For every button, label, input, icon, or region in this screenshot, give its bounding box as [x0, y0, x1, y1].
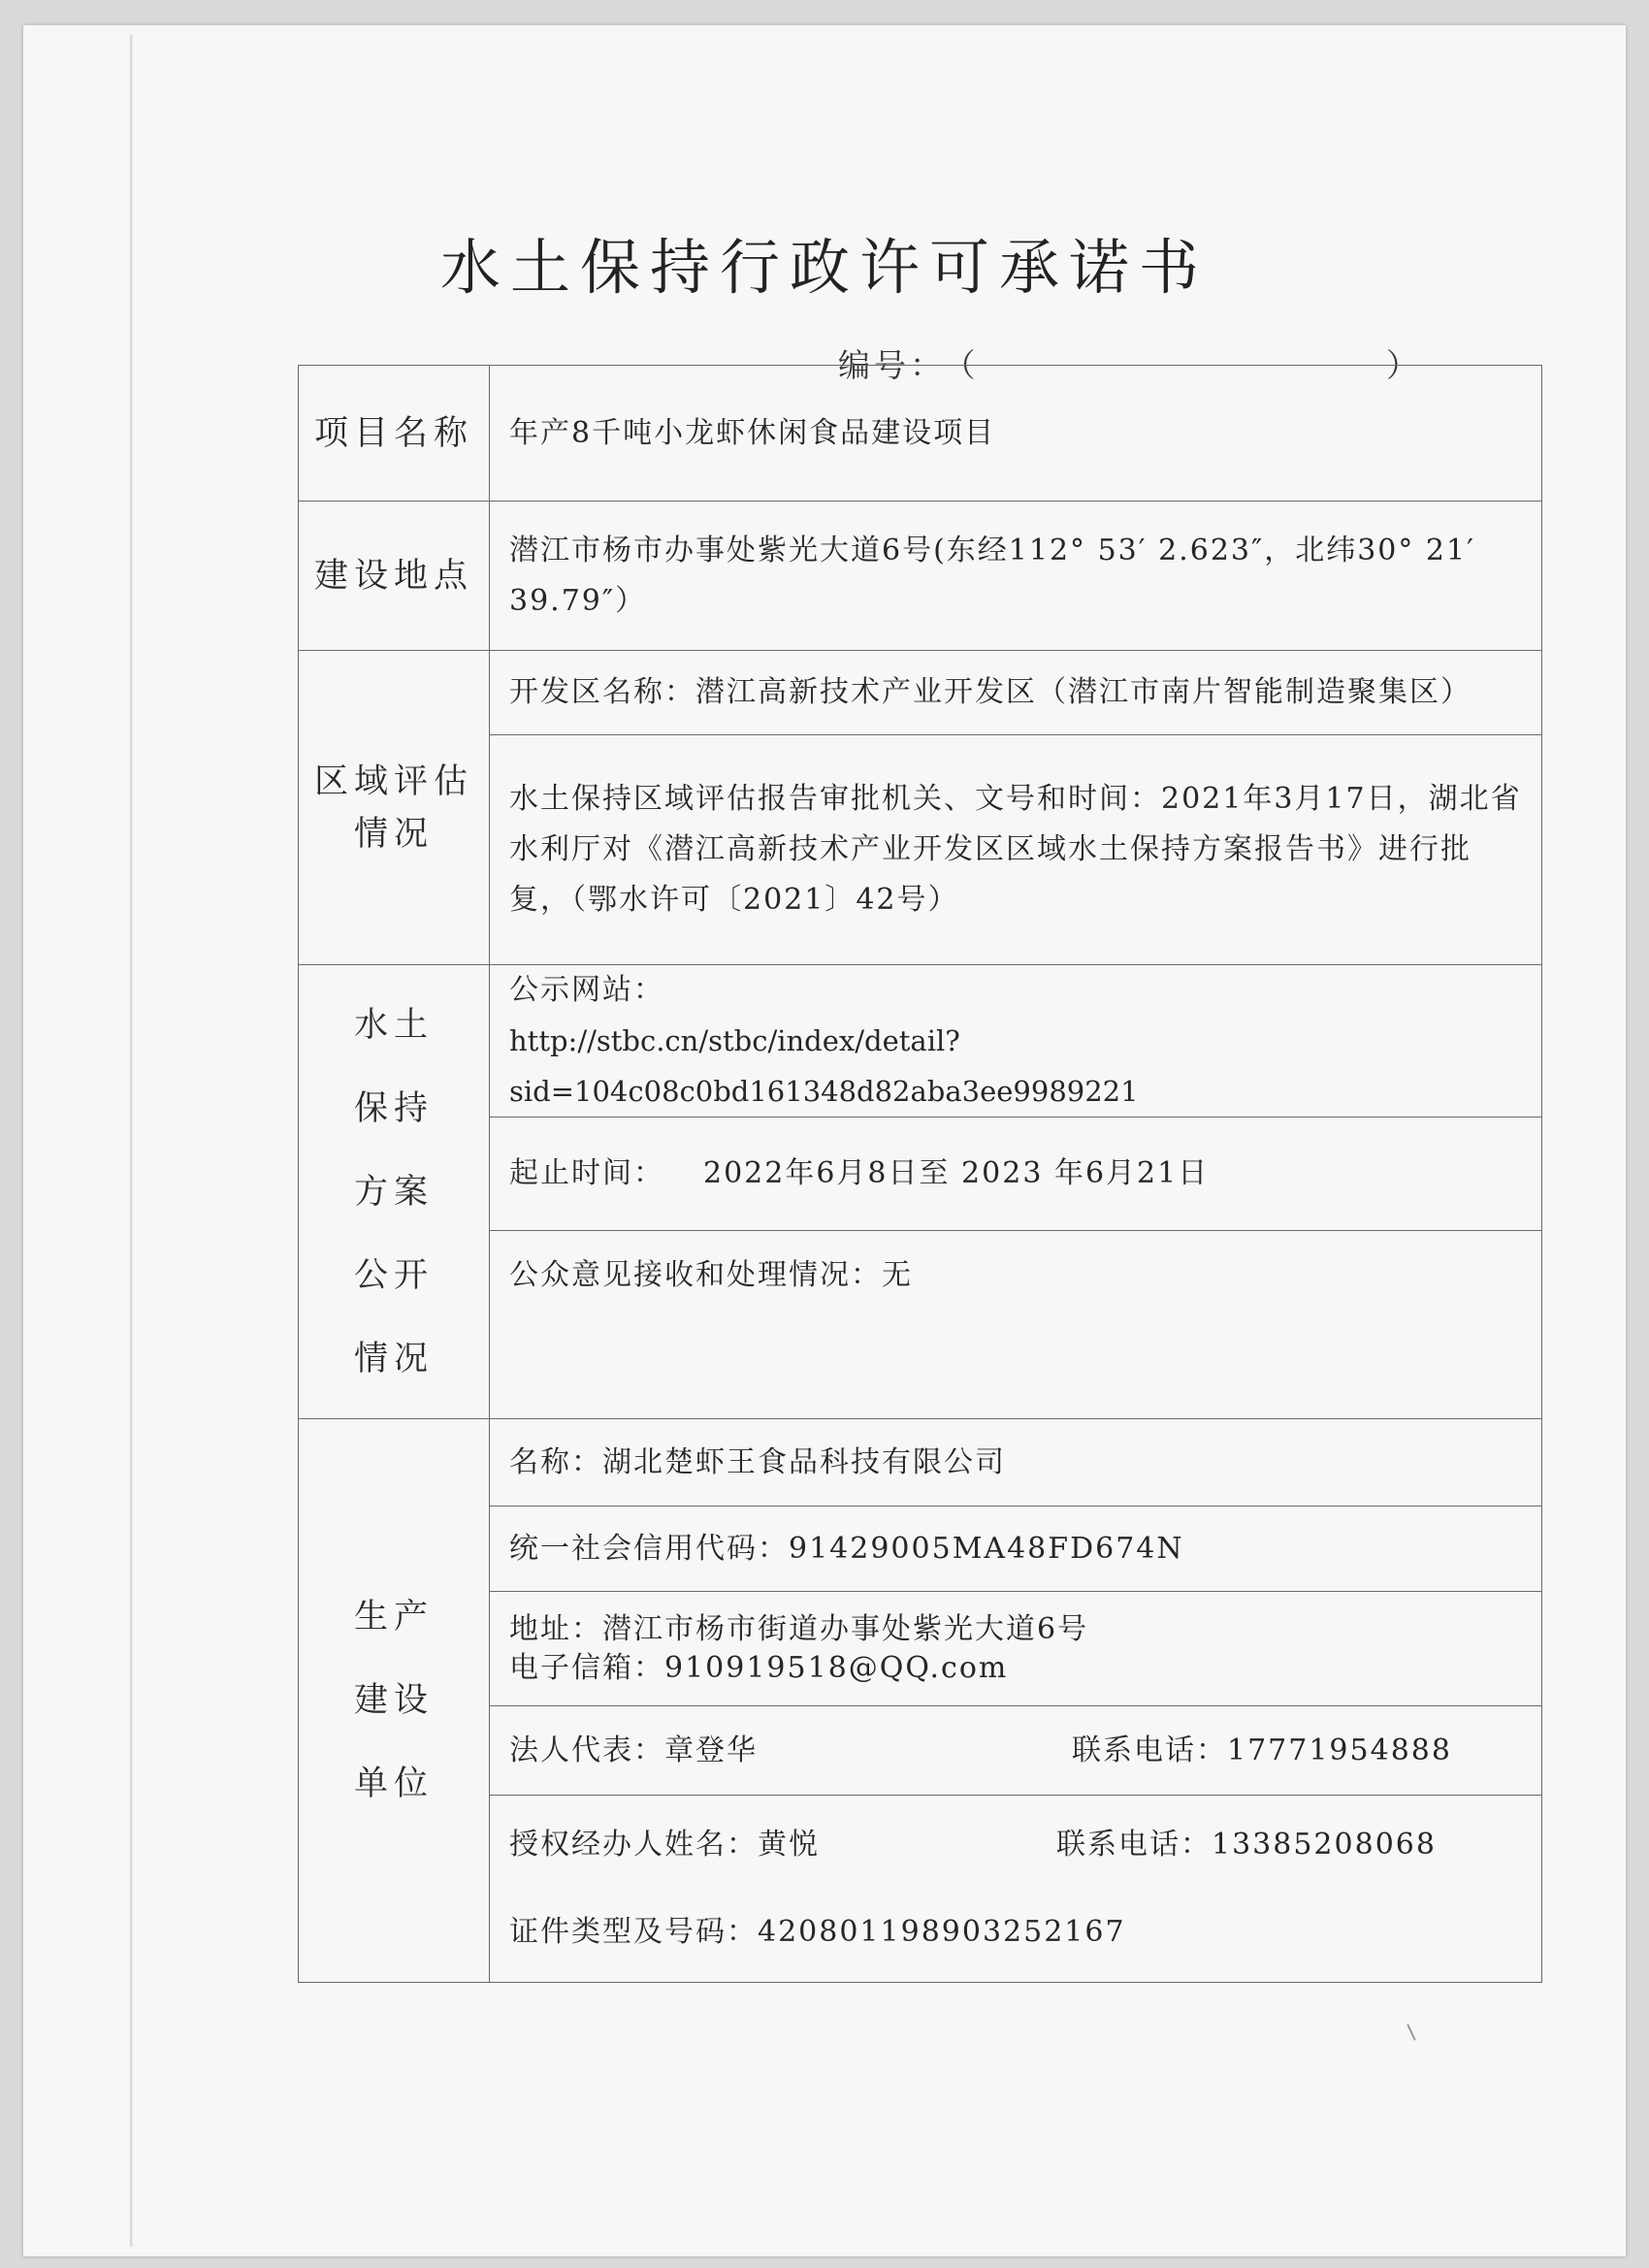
period-value: 2022年6月8日至 2023 年6月21日 [703, 1156, 1210, 1190]
row-region-zone [299, 651, 1542, 735]
value-disclosure-feedback: 公众意见接收和处理情况：无 [490, 1231, 1542, 1419]
agent-phone: 联系电话：13385208068 [1056, 1828, 1437, 1862]
document-page [23, 25, 1626, 2256]
value-unit-credit: 统一社会信用代码：91429005MA48FD674N [490, 1507, 1542, 1592]
permit-form-table [298, 365, 1542, 1983]
value-disclosure-site [490, 965, 1542, 1118]
row-disclosure-site [299, 965, 1542, 1118]
value-unit-name: 名称：湖北楚虾王食品科技有限公司 [490, 1419, 1542, 1507]
label-disclosure: 水土保持方案公开情况 [299, 965, 490, 1419]
serial-close-paren: ） [1386, 346, 1422, 384]
label-unit: 生产建设单位 [299, 1419, 490, 1983]
agent-id-number: 证件类型及号码：420801198903252167 [509, 1915, 1126, 1949]
disclosure-url: http://stbc.cn/stbc/index/detail?sid=104c08c0bd161348d82aba3ee9989221 [509, 1024, 1139, 1108]
serial-label: 编号： [838, 346, 946, 384]
legal-representative: 法人代表：章登华 [509, 1733, 758, 1767]
serial-open-paren: （ [959, 346, 980, 384]
value-unit-address [490, 1592, 1542, 1706]
legal-phone: 联系电话：17771954888 [1072, 1733, 1452, 1767]
row-unit-name [299, 1419, 1542, 1507]
label-region: 区域评估情况 [299, 651, 490, 965]
value-site: 潜江市杨市办事处紫光大道6号(东经112° 53′ 2.623″，北纬30° 21′ 39.79″） [490, 502, 1542, 651]
label-project-name: 项目名称 [299, 366, 490, 502]
period-label: 起止时间： [509, 1156, 664, 1190]
value-region-zone: 开发区名称：潜江高新技术产业开发区（潜江市南片智能制造聚集区） [490, 651, 1542, 735]
document-title: 水土保持行政许可承诺书 [439, 232, 1209, 303]
value-region-approval: 水土保持区域评估报告审批机关、文号和时间：2021年3月17日，湖北省水利厅对《潜江高新技术产业开发区区域水土保持方案报告书》进行批复，（鄂水许可〔2021〕42号） [490, 735, 1542, 965]
row-project [299, 366, 1542, 502]
value-disclosure-period [490, 1118, 1542, 1231]
row-site [299, 502, 1542, 651]
unit-address: 地址：潜江市杨市街道办事处紫光大道6号 [509, 1611, 1089, 1646]
agent-name: 授权经办人姓名：黄悦 [509, 1828, 820, 1862]
value-unit-agent [490, 1796, 1542, 1983]
unit-email: 电子信箱：910919518@QQ.com [509, 1650, 1009, 1685]
binding-edge [130, 35, 133, 2247]
value-project-name: 年产8千吨小龙虾休闲食品建设项目 [490, 366, 1542, 502]
label-site: 建设地点 [299, 502, 490, 651]
disclosure-site-label: 公示网站： [509, 973, 664, 1007]
pen-mark [1406, 2024, 1415, 2040]
value-unit-legal [490, 1706, 1542, 1796]
